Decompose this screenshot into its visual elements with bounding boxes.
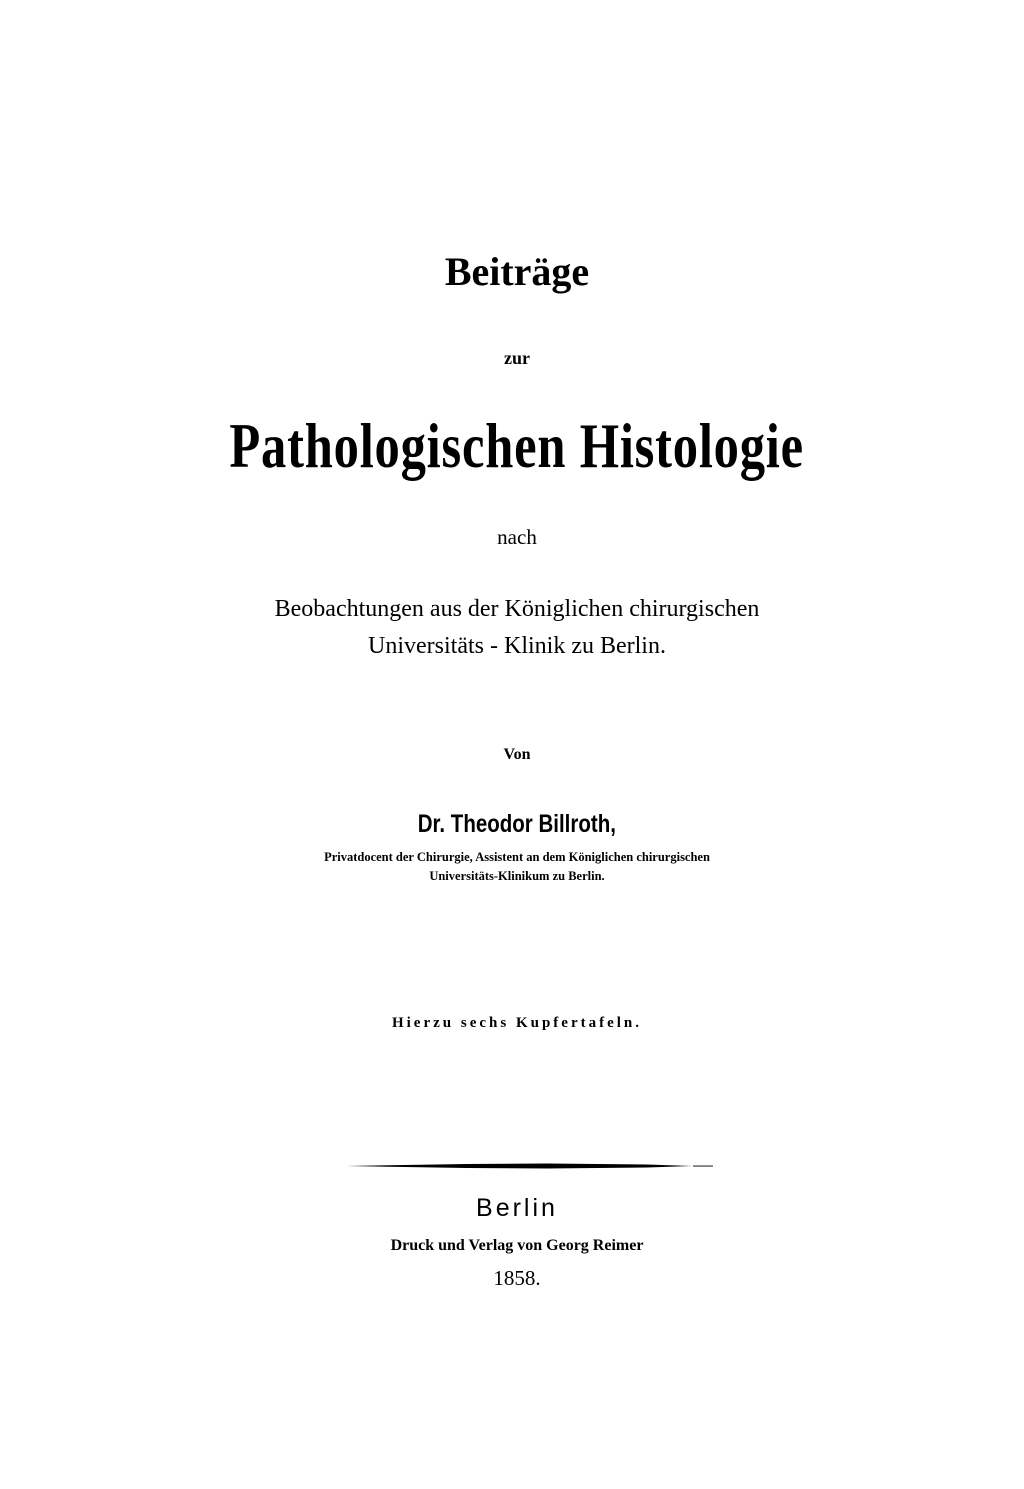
publication-place: Berlin	[476, 1194, 558, 1222]
publisher-line: Druck und Verlag von Georg Reimer	[390, 1237, 644, 1254]
main-title-text: Pathologischen Histologie	[229, 410, 805, 481]
main-title	[5, 410, 1024, 481]
title-line-nach: nach	[497, 525, 537, 549]
author-affiliation-line-1: Privatdocent der Chirurgie, Assistent an dem Königlichen chirurgischen	[324, 850, 710, 864]
decorative-rule	[347, 1163, 713, 1169]
title-line-zur: zur	[504, 348, 530, 368]
plates-note: Hierzu sechs Kupfertafeln.	[391, 1015, 643, 1031]
author-name-text: Dr. Theodor Billroth,	[417, 810, 617, 838]
by-line: Von	[503, 746, 531, 763]
subtitle-line-1: Beobachtungen aus der Königlichen chirurgischen	[274, 596, 760, 622]
author-name	[5, 812, 1024, 837]
title-line-beitraege: Beiträge	[444, 249, 590, 294]
publication-year: 1858.	[493, 1266, 541, 1290]
subtitle-line-2: Universitäts - Klinik zu Berlin.	[368, 633, 666, 659]
author-affiliation-line-2: Universitäts-Klinikum zu Berlin.	[429, 869, 605, 883]
